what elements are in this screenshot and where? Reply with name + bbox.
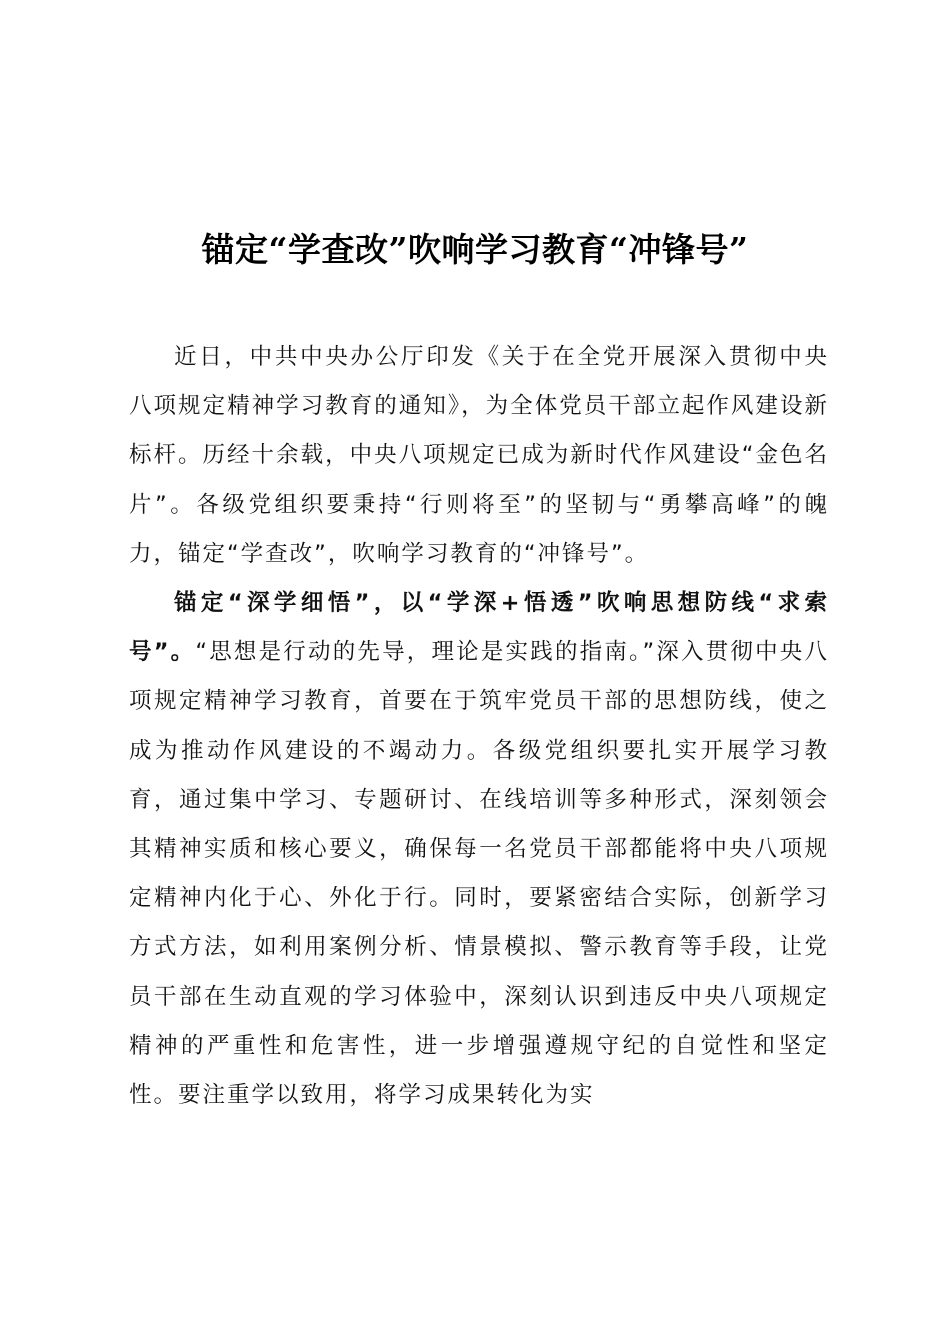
paragraph-intro <box>129 333 829 579</box>
paragraph-section-one-text: “思想是行动的先导，理论是实践的指南。”深入贯彻中央八项规定精神学习教育，首要在于筑牢党员干部的思想防线，使之成为推动作风建设的不竭动力。各级党组织要扎实开展学习教育，通过集中学习、专题研讨、在线培训等多种形式，深刻领会其精神实质和核心要义，确保每一名党员干部都能将中央八项规定精神内化于心、外化于行。同时，要紧密结合实际，创新学习方式方法，如利用案例分析、情景模拟、警示教育等手段，让党员干部在生动直观的学习体验中，深刻认识到违反中央八项规定精神的严重性和危害性，进一步增强遵规守纪的自觉性和坚定性。要注重学以致用，将学习成果转化为实 <box>129 639 829 1109</box>
document-body <box>129 333 829 1120</box>
paragraph-section-one <box>129 579 829 1120</box>
paragraph-intro-text: 近日，中共中央办公厅印发《关于在全党开展深入贯彻中央八项规定精神学习教育的通知》，为全体党员干部立起作风建设新标杆。历经十余载，中央八项规定已成为新时代作风建设“金色名片”。各级党组织要秉持“行则将至”的坚韧与“勇攀高峰”的魄力，锚定“学查改”，吹响学习教育的“冲锋号”。 <box>129 344 829 567</box>
document-title: 锚定“学查改”吹响学习教育“冲锋号” <box>201 230 749 269</box>
paragraph-section-one-heading: 锚定“深学细悟”，以“学深+悟透”吹响思想防线“求索号”。 <box>129 590 829 666</box>
